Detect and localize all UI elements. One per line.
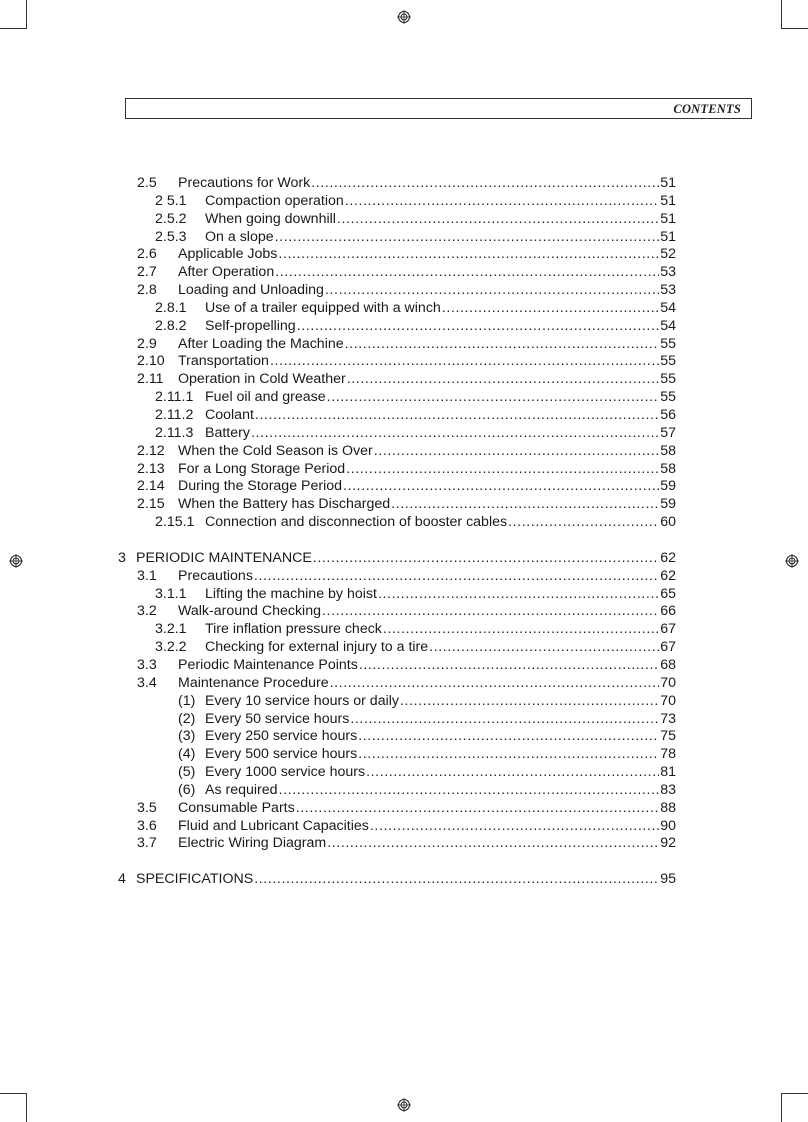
toc-entry-page: 51 (660, 175, 676, 191)
page-title: CONTENTS (673, 102, 741, 116)
toc-entry-number: 4 (118, 871, 126, 887)
dot-leader (359, 656, 659, 674)
crop-mark-bottom-left (0, 1093, 27, 1122)
toc-entry[interactable] (178, 692, 676, 710)
dot-leader (337, 210, 659, 228)
toc-entry[interactable] (155, 638, 676, 656)
toc-entry-number: 3.2 (137, 603, 157, 619)
dot-leader (270, 352, 659, 370)
toc-entry-page: 62 (660, 568, 676, 584)
toc-entry-number: (3) (178, 728, 196, 744)
toc-entry[interactable] (137, 602, 676, 620)
toc-entry-number: (5) (178, 764, 196, 780)
toc-entry-number: 2.7 (137, 264, 157, 280)
dot-leader (296, 799, 660, 817)
toc-entry-page: 55 (660, 389, 676, 405)
toc-entry-title: Fuel oil and grease (205, 389, 326, 405)
dot-leader (400, 692, 659, 710)
toc-entry-title: Every 250 service hours (205, 728, 358, 744)
dot-leader (255, 406, 659, 424)
toc-entry[interactable] (155, 228, 676, 246)
toc-entry[interactable] (178, 781, 676, 799)
toc-entry-title: Connection and disconnection of booster cables (205, 514, 508, 530)
dot-leader (346, 460, 659, 478)
toc-entry-page: 54 (660, 318, 676, 334)
toc-entry[interactable] (137, 495, 676, 513)
toc-entry-title: Applicable Jobs (178, 246, 278, 262)
toc-entry-page: 70 (660, 675, 676, 691)
toc-entry-page: 55 (660, 336, 676, 352)
toc-entry-number: (1) (178, 693, 196, 709)
dot-leader (327, 834, 659, 852)
toc-entry-title: Battery (205, 425, 250, 441)
toc-entry-number: 2.15 (137, 496, 165, 512)
toc-entry-page: 66 (660, 603, 676, 619)
toc-entry-title: Every 10 service hours or daily (205, 693, 399, 709)
toc-entry-page: 67 (660, 639, 676, 655)
dot-leader (275, 263, 659, 281)
toc-entry-number: 2 5.1 (155, 193, 187, 209)
toc-entry[interactable] (137, 834, 676, 852)
toc-entry-title: For a Long Storage Period (178, 461, 346, 477)
crop-mark-bottom-right (781, 1093, 808, 1122)
toc-entry-page: 59 (660, 478, 676, 494)
toc-entry-title: Loading and Unloading (178, 282, 324, 298)
toc-entry-title: Transportation (178, 353, 269, 369)
dot-leader (350, 710, 659, 728)
dot-leader (347, 370, 660, 388)
toc-entry-page: 92 (660, 835, 676, 851)
toc-entry[interactable] (137, 817, 676, 835)
toc-entry-page: 75 (660, 728, 676, 744)
toc-entry-title: Coolant (205, 407, 254, 423)
toc-entry-title: Consumable Parts (178, 800, 295, 816)
toc-entry[interactable] (137, 263, 676, 281)
toc-entry-number: 3.4 (137, 675, 157, 691)
toc-entry-number: 2.12 (137, 443, 165, 459)
toc-entry-page: 73 (660, 711, 676, 727)
dot-leader (311, 174, 659, 192)
toc-entry-number: 2.13 (137, 461, 165, 477)
toc-entry-title: Every 500 service hours (205, 746, 358, 762)
toc-entry-number: 3.1 (137, 568, 157, 584)
toc-entry-title: Walk-around Checking (178, 603, 321, 619)
toc-entry-number: (2) (178, 711, 196, 727)
toc-entry-number: (6) (178, 782, 196, 798)
dot-leader (279, 781, 660, 799)
toc-entry-number: 2.11 (137, 371, 164, 387)
toc-entry-number: 2.11.1 (155, 389, 194, 405)
toc-entry[interactable] (155, 210, 676, 228)
toc-entry-number: 3.7 (137, 835, 157, 851)
dot-leader (370, 817, 659, 835)
toc-entry-number: (4) (178, 746, 196, 762)
registration-mark-icon (9, 554, 23, 568)
toc-entry-title: Electric Wiring Diagram (178, 835, 327, 851)
toc-entry-title: SPECIFICATIONS (136, 871, 254, 887)
toc-entry-number: 3.3 (137, 657, 157, 673)
dot-leader (358, 745, 659, 763)
toc-entry[interactable] (155, 406, 676, 424)
dot-leader (313, 549, 659, 567)
toc-entry-page: 54 (660, 300, 676, 316)
toc-entry-title: Periodic Maintenance Points (178, 657, 358, 673)
toc-entry[interactable] (155, 585, 676, 603)
toc-entry-number: 3 (118, 550, 126, 566)
toc-entry-number: 2.9 (137, 336, 157, 352)
toc-entry-page: 56 (660, 407, 676, 423)
dot-leader (383, 620, 659, 638)
dot-leader (278, 245, 659, 263)
toc-entry-title: After Operation (178, 264, 275, 280)
toc-entry[interactable] (137, 656, 676, 674)
dot-leader (325, 281, 659, 299)
toc-entry[interactable] (178, 727, 676, 745)
toc-entry-page: 53 (660, 264, 676, 280)
toc-entry-title: Self-propelling (205, 318, 296, 334)
toc-entry[interactable] (137, 567, 676, 585)
dot-leader (297, 317, 660, 335)
toc-entry[interactable] (155, 317, 676, 335)
toc-entry-number: 2.8 (137, 282, 157, 298)
toc-entry-title: Precautions for Work (178, 175, 311, 191)
registration-mark-icon (397, 1098, 411, 1112)
toc-entry-title: When going downhill (205, 211, 336, 227)
toc-entry-number: 2.14 (137, 478, 165, 494)
toc-entry-page: 81 (660, 764, 676, 780)
toc-entry[interactable] (178, 745, 676, 763)
dot-leader (251, 424, 659, 442)
dot-leader (345, 192, 659, 210)
toc-entry-number: 2.10 (137, 353, 165, 369)
toc-entry[interactable] (178, 763, 676, 781)
toc-entry-number: 2.5.3 (155, 229, 187, 245)
toc-entry-page: 55 (660, 353, 676, 369)
toc-entry-page: 65 (660, 586, 676, 602)
toc-entry-number: 2.8.2 (155, 318, 187, 334)
toc-entry-page: 57 (660, 425, 676, 441)
dot-leader (345, 335, 660, 353)
toc-entry[interactable] (178, 710, 676, 728)
toc-entry[interactable] (137, 352, 676, 370)
toc-entry-page: 90 (660, 818, 676, 834)
dot-leader (366, 763, 659, 781)
toc-entry-title: Every 50 service hours (205, 711, 350, 727)
dot-leader (275, 228, 660, 246)
dot-leader (327, 388, 660, 406)
toc-entry-page: 59 (660, 496, 676, 512)
toc-entry-page: 62 (660, 550, 676, 566)
registration-mark-icon (397, 10, 411, 24)
toc-entry[interactable] (118, 549, 676, 567)
toc-entry[interactable] (155, 192, 676, 210)
toc-entry-page: 88 (660, 800, 676, 816)
toc-entry-page: 68 (660, 657, 676, 673)
toc-entry-number: 2.6 (137, 246, 157, 262)
toc-entry-title: Checking for external injury to a tire (205, 639, 429, 655)
toc-entry[interactable] (155, 299, 676, 317)
toc-entry[interactable] (155, 424, 676, 442)
toc-entry[interactable] (137, 281, 676, 299)
toc-entry[interactable] (137, 460, 676, 478)
toc-entry-number: 3.6 (137, 818, 157, 834)
toc-entry-page: 67 (660, 621, 676, 637)
toc-entry[interactable] (155, 388, 676, 406)
toc-entry[interactable] (137, 674, 676, 692)
dot-leader (343, 477, 659, 495)
toc-entry-number: 2.11.3 (155, 425, 194, 441)
dot-leader (374, 442, 659, 460)
crop-mark-top-left (0, 0, 27, 29)
toc-entry-title: When the Cold Season is Over (178, 443, 373, 459)
dot-leader (442, 299, 659, 317)
dot-leader (254, 870, 659, 888)
toc-entry-title: Lifting the machine by hoist (205, 586, 377, 602)
toc-entry-page: 51 (660, 229, 676, 245)
toc-entry-number: 3.1.1 (155, 586, 187, 602)
toc-entry[interactable] (155, 620, 676, 638)
toc-entry[interactable] (137, 442, 676, 460)
running-header (125, 98, 752, 119)
toc-entry-number: 3.5 (137, 800, 157, 816)
toc-entry[interactable] (137, 335, 676, 353)
toc-entry-number: 2.5 (137, 175, 157, 191)
dot-leader (254, 567, 659, 585)
toc-entry-page: 95 (660, 871, 676, 887)
toc-entry-number: 2.11.2 (155, 407, 194, 423)
dot-leader (429, 638, 659, 656)
toc-entry-page: 51 (660, 193, 676, 209)
toc-entry-title: Use of a trailer equipped with a winch (205, 300, 441, 316)
toc-entry-title: Tire inflation pressure check (205, 621, 382, 637)
toc-entry-page: 78 (660, 746, 676, 762)
toc-entry[interactable] (155, 513, 676, 531)
toc-entry-title: Fluid and Lubricant Capacities (178, 818, 369, 834)
dot-leader (508, 513, 659, 531)
toc-entry-title: Precautions (178, 568, 253, 584)
toc-entry-page: 55 (660, 371, 676, 387)
dot-leader (358, 727, 659, 745)
toc-entry[interactable] (137, 477, 676, 495)
toc-entry-title: Compaction operation (205, 193, 344, 209)
toc-entry-number: 2.5.2 (155, 211, 187, 227)
toc-entry-page: 60 (660, 514, 676, 530)
toc-entry-title: As required (205, 782, 278, 798)
toc-entry-number: 2.15.1 (155, 514, 195, 530)
toc-entry-page: 58 (660, 461, 676, 477)
toc-entry-title: On a slope (205, 229, 274, 245)
toc-entry-page: 83 (660, 782, 676, 798)
toc-entry-title: During the Storage Period (178, 478, 343, 494)
toc-entry[interactable] (137, 245, 676, 263)
registration-mark-icon (785, 554, 799, 568)
toc-entry[interactable] (137, 799, 676, 817)
crop-mark-top-right (781, 0, 808, 29)
dot-leader (330, 674, 660, 692)
dot-leader (322, 602, 659, 620)
toc-entry-title: Every 1000 service hours (205, 764, 366, 780)
toc-entry-number: 3.2.1 (155, 621, 187, 637)
toc-entry-title: When the Battery has Discharged (178, 496, 391, 512)
toc-entry-title: After Loading the Machine (178, 336, 344, 352)
toc-entry-title: Maintenance Procedure (178, 675, 329, 691)
toc-entry-page: 53 (660, 282, 676, 298)
toc-entry-page: 58 (660, 443, 676, 459)
dot-leader (378, 585, 659, 603)
toc-entry-page: 52 (660, 246, 676, 262)
toc-entry-page: 70 (660, 693, 676, 709)
toc-entry-title: Operation in Cold Weather (178, 371, 346, 387)
toc-entry[interactable] (137, 370, 676, 388)
toc-entry[interactable] (118, 870, 676, 888)
toc-entry-number: 2.8.1 (155, 300, 187, 316)
toc-entry-title: PERIODIC MAINTENANCE (136, 550, 312, 566)
dot-leader (391, 495, 659, 513)
toc-entry-page: 51 (660, 211, 676, 227)
toc-entry-number: 3.2.2 (155, 639, 187, 655)
toc-entry[interactable] (137, 174, 676, 192)
